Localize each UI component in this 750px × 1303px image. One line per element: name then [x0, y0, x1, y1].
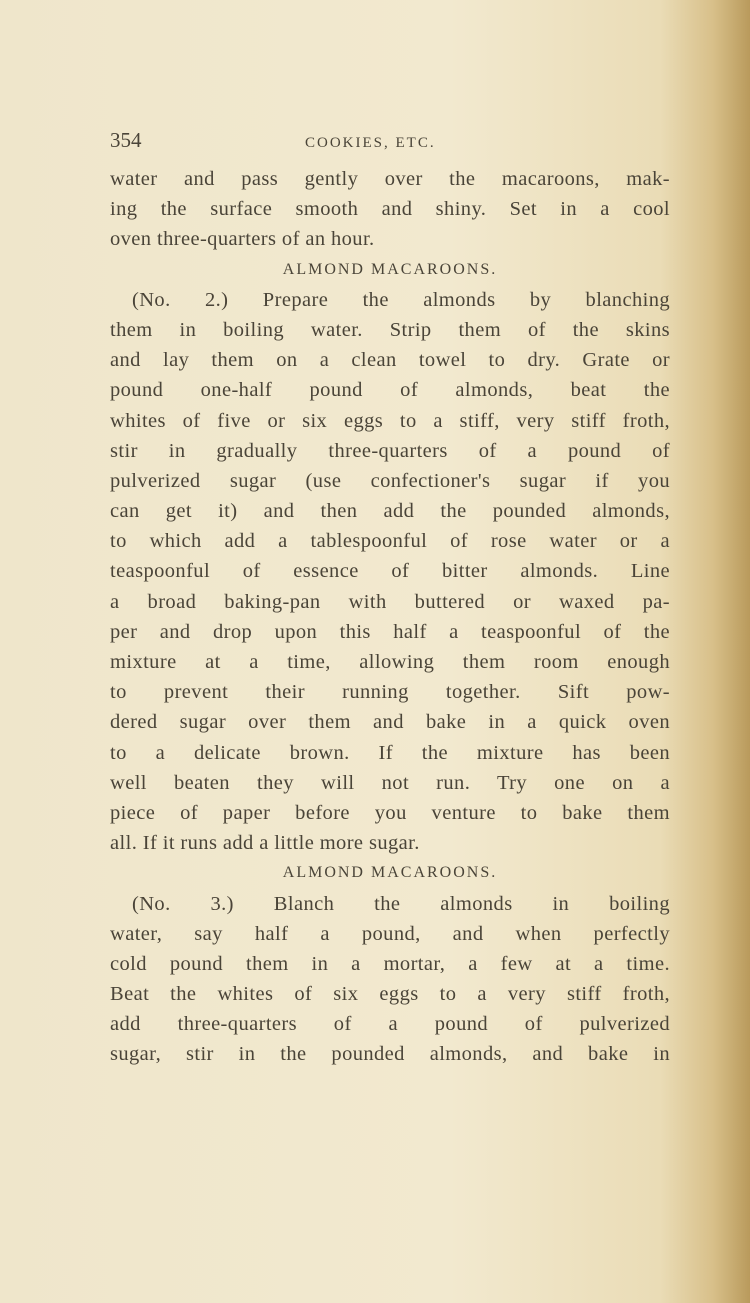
text-line: pulverized sugar (use confectioner's sugar if you [110, 469, 670, 492]
text-line: can get it) and then add the pounded almonds, [110, 500, 670, 523]
text-line: (No. 3.) Blanch the almonds in boiling [132, 892, 670, 915]
text-line: a broad baking-pan with buttered or waxed pa- [110, 590, 670, 613]
text-line: whites of five or six eggs to a stiff, very stiff froth, [110, 409, 670, 432]
text-line: per and drop upon this half a teaspoonful of the [110, 620, 670, 643]
text-line: add three-quarters of a pound of pulverized [110, 1013, 670, 1036]
text-line: all. If it runs add a little more sugar. [110, 832, 420, 855]
text-line: stir in gradually three-quarters of a pound of [110, 439, 670, 462]
text-line: ing the surface smooth and shiny. Set in a cool [110, 198, 670, 221]
text-line: piece of paper before you venture to bake them [110, 801, 670, 824]
recipe-heading: ALMOND MACAROONS. [282, 864, 498, 882]
text-line: water and pass gently over the macaroons, mak- [110, 168, 670, 190]
text-line: (No. 2.) Prepare the almonds by blanching [132, 288, 670, 311]
text-line: cold pound them in a mortar, a few at a time. [110, 952, 670, 975]
text-line: pound one-half pound of almonds, beat the [110, 379, 670, 402]
running-title: COOKIES, ETC. [305, 135, 436, 151]
text-line: oven three-quarters of an hour. [110, 228, 375, 251]
page-number: 354 [110, 128, 142, 152]
text-line: teaspoonful of essence of bitter almonds. Line [110, 560, 670, 583]
text-line: to prevent their running together. Sift pow- [110, 681, 670, 704]
text-line: to which add a tablespoonful of rose water or a [110, 530, 670, 553]
text-line: dered sugar over them and bake in a quick oven [110, 711, 670, 734]
book-page [110, 128, 670, 1070]
text-line: mixture at a time, allowing them room enough [110, 651, 670, 673]
text-line: and lay them on a clean towel to dry. Grate or [110, 349, 670, 372]
text-line: water, say half a pound, and when perfectly [110, 922, 670, 945]
page-header [110, 128, 670, 164]
text-line: to a delicate brown. If the mixture has been [110, 741, 670, 764]
page-body [110, 164, 670, 1070]
text-line: sugar, stir in the pounded almonds, and bake in [110, 1043, 670, 1066]
text-line: them in boiling water. Strip them of the skins [110, 318, 670, 341]
text-line: Beat the whites of six eggs to a very stiff froth, [110, 983, 670, 1006]
recipe-heading: ALMOND MACAROONS. [282, 260, 498, 278]
text-line: well beaten they will not run. Try one on a [110, 771, 670, 794]
